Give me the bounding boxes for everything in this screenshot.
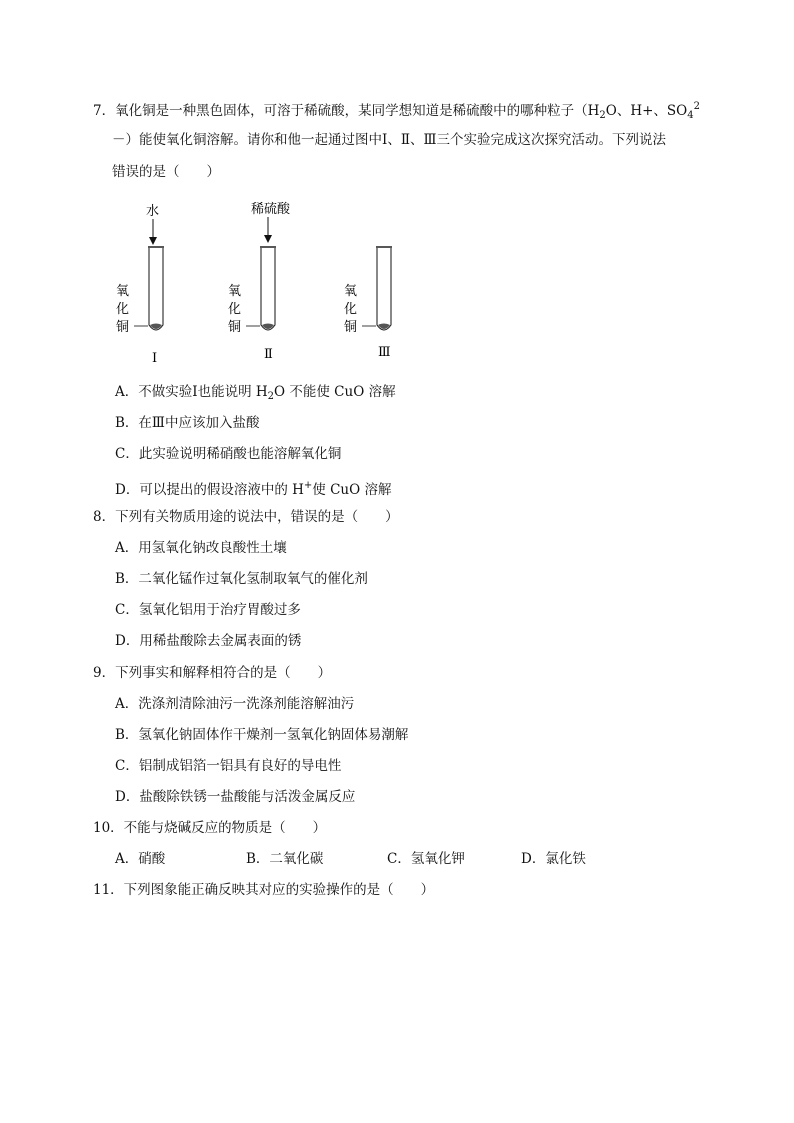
water-arrow-head (149, 237, 157, 245)
q10-option-a: A．硝酸 (115, 851, 166, 867)
q7-option-d-tail: 使 CuO 溶解 (312, 482, 392, 498)
q7-text-a: 7．氧化铜是一种黑色固体，可溶于稀硫酸，某同学想知道是稀硫酸中的哪种粒子（H (93, 103, 600, 119)
q10-option-b: B．二氧化碳 (246, 851, 324, 867)
tube-1 (148, 247, 164, 330)
q11-stem: 11．下列图象能正确反映其对应的实验操作的是（ ） (93, 882, 435, 898)
q10-option-d: D．氯化铁 (521, 851, 586, 867)
cuo-char-1b: 化 (116, 302, 130, 317)
q7-option-d-text: D．可以提出的假设溶液中的 H (115, 482, 304, 498)
q7-option-a-tail: O 不能使 CuO 溶解 (274, 384, 396, 400)
cuo-char-2c: 铜 (228, 320, 242, 335)
q7-option-a (115, 383, 396, 406)
q7-so4-sub: 4 (687, 110, 694, 121)
tube-label-3: Ⅲ (378, 345, 391, 360)
q9-option-b: B．氢氧化钠固体作干燥剂一氢氧化钠固体易潮解 (115, 727, 409, 743)
q9-option-d: D．盐酸除铁锈一盐酸能与活泼金属反应 (115, 789, 356, 805)
q7-stem-line1 (93, 98, 700, 125)
q7-option-a-sub: 2 (267, 391, 275, 402)
tube-label-2: Ⅱ (264, 347, 273, 362)
q10-stem: 10．不能与烧碱反应的物质是（ ） (93, 820, 327, 836)
tube-label-1: Ⅰ (152, 351, 158, 366)
q7-option-d-sup: + (303, 480, 313, 491)
q8-option-c: C．氢氧化铝用于治疗胃酸过多 (115, 602, 301, 618)
test-tube-figure (100, 195, 420, 375)
cuo-char-1c: 铜 (116, 320, 130, 335)
tube-3 (376, 247, 392, 330)
cuo-char-2a: 氧 (228, 284, 242, 299)
cuo-char-2b: 化 (228, 302, 242, 317)
q9-option-c: C．铝制成铝箔一铝具有良好的导电性 (115, 758, 342, 774)
cuo-char-3b: 化 (344, 302, 358, 317)
q7-text-b: O、H+、SO (605, 103, 688, 119)
q7-h2o-sub: 2 (599, 110, 606, 121)
q9-option-a: A．洗涤剂清除油污一洗涤剂能溶解油污 (115, 696, 355, 712)
cuo-char-3c: 铜 (344, 320, 358, 335)
q7-stem-line2: －）能使氧化铜溶解。请你和他一起通过图中Ⅰ、Ⅱ、Ⅲ三个实验完成这次探究活动。下列说法 (112, 132, 667, 148)
q8-option-d: D．用稀盐酸除去金属表面的锈 (115, 633, 302, 649)
q7-option-b: B．在Ⅲ中应该加入盐酸 (115, 415, 260, 431)
q8-option-a: A．用氢氧化钠改良酸性土壤 (115, 540, 287, 556)
q8-option-b: B．二氧化锰作过氧化氢制取氧气的催化剂 (115, 571, 368, 587)
q7-stem-line3: 错误的是（ ） (112, 164, 220, 180)
cuo-char-3a: 氧 (344, 284, 358, 299)
q7-option-c: C．此实验说明稀硝酸也能溶解氧化铜 (115, 446, 342, 462)
water-label: 水 (146, 204, 160, 219)
q7-option-a-text: A．不做实验Ⅰ也能说明 H (115, 384, 268, 400)
q9-stem: 9．下列事实和解释相符合的是（ ） (93, 665, 332, 681)
tube-2 (260, 247, 276, 330)
acid-label: 稀硫酸 (251, 202, 291, 217)
q10-option-c: C．氢氧化钾 (387, 851, 465, 867)
cuo-char-1a: 氧 (116, 284, 130, 299)
acid-arrow-head (264, 235, 272, 243)
q8-stem: 8．下列有关物质用途的说法中，错误的是（ ） (93, 509, 399, 525)
q7-so4-sup: 2 (693, 101, 700, 112)
q7-option-d (115, 477, 391, 499)
